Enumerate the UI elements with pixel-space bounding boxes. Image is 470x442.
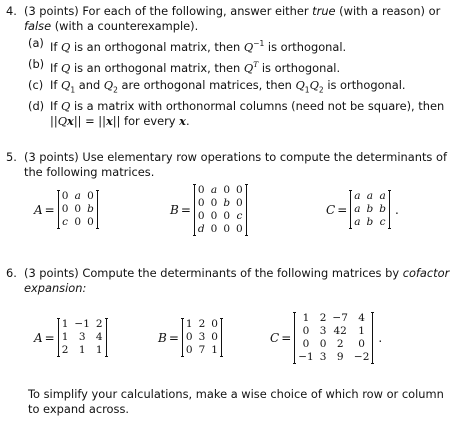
matrix-6b: B = 1 2 0 0 3 0 0 7 1 — [158, 318, 223, 357]
matrix-entry: 2 — [198, 318, 206, 330]
matrix-row — [295, 351, 373, 364]
part-b: (b) If Q is an orthogonal matrix, then $Q^T$ is orthogonal. — [28, 56, 341, 75]
matrix-row — [351, 216, 390, 229]
matrix-row — [194, 197, 246, 210]
matrix-row — [182, 331, 221, 344]
matrix-row — [351, 203, 390, 216]
matrix-entry: 2 — [319, 312, 327, 324]
matrix-entry: 0 — [236, 197, 243, 209]
matrix-entry: a — [354, 190, 361, 202]
matrix-entry: a — [366, 190, 374, 202]
matrix-entry: 2 — [336, 338, 344, 350]
matrix-row — [58, 331, 106, 344]
problem-number: 5. — [6, 150, 17, 164]
matrix-entry: 7 — [198, 344, 206, 356]
matrix-entry: c — [62, 216, 69, 228]
matrix-entry: 3 — [198, 331, 206, 343]
matrix-row — [58, 190, 97, 203]
matrix-entry: 1 — [78, 344, 86, 356]
matrix-table — [350, 190, 390, 229]
problem-statement: (3 points) Use elementary row operations to compute the determinants of the following matrices. — [24, 150, 447, 179]
matrix-entry: 1 — [211, 344, 218, 356]
matrix-entry: 0 — [302, 325, 310, 337]
matrix-entry: 0 — [210, 223, 218, 235]
matrix-entry: 0 — [197, 210, 205, 222]
problem-number: 4. — [6, 4, 17, 18]
matrix-entry: 0 — [223, 223, 231, 235]
matrix-row — [295, 312, 373, 325]
matrix-entry: 1 — [302, 312, 310, 324]
matrix-entry: 0 — [211, 318, 218, 330]
matrix-entry: 0 — [87, 190, 94, 202]
matrix-entry: 0 — [319, 338, 327, 350]
matrix-table — [58, 190, 98, 229]
matrix-entry: 3 — [78, 331, 86, 343]
matrix-entry: c — [379, 216, 386, 228]
matrix-entry: 0 — [61, 190, 69, 202]
part-a: (a) If Q is an orthogonal matrix, then $Q^{-1}$ is orthogonal. — [28, 36, 347, 54]
matrix-entry: b — [366, 216, 374, 228]
matrix-row — [295, 325, 373, 338]
matrix-entry: −1 — [74, 318, 90, 330]
matrix-entry: 42 — [333, 325, 347, 337]
matrix-entry: −2 — [353, 351, 370, 363]
closing-note: To simplify your calculations, make a wise choice of which row or column to expand across. — [28, 387, 444, 416]
matrix-entry: 0 — [211, 331, 218, 343]
matrix-entry: 0 — [223, 184, 231, 196]
matrix-row — [351, 190, 390, 203]
problem-4 — [6, 4, 464, 131]
matrix-entry: a — [379, 190, 386, 202]
matrix-entry: 2 — [61, 344, 69, 356]
problem-statement: (3 points) Compute the determinants of the following matrices by cofactor expansion: — [24, 266, 450, 295]
matrix-entry: 0 — [185, 331, 193, 343]
matrix-row — [295, 338, 373, 351]
matrix-6c: C = 1 2 −7 4 0 3 42 1 0 0 2 0 −1 3 9 −2 . — [270, 312, 383, 363]
problem-5 — [6, 150, 464, 180]
problem-6 — [6, 266, 464, 296]
matrix-entry: b — [223, 197, 231, 209]
matrix-entry: 3 — [319, 351, 327, 363]
matrix-entry: a — [354, 203, 361, 215]
matrix-entry: 4 — [358, 312, 365, 324]
matrix-6a: A = 1 −1 2 1 3 4 2 1 1 — [34, 318, 108, 357]
matrix-entry: b — [379, 203, 386, 215]
part-c: (c) If $Q_1$ and $Q_2$ are orthogonal matrices, then $Q_1Q_2$ is orthogonal. — [28, 77, 406, 94]
matrix-entry: 0 — [61, 203, 69, 215]
matrix-entry: 0 — [87, 216, 94, 228]
period: . — [394, 202, 399, 217]
matrix-entry: d — [197, 223, 205, 235]
matrix-entry: 0 — [74, 203, 82, 215]
matrix-entry: 0 — [302, 338, 310, 350]
matrix-entry: 0 — [236, 184, 243, 196]
matrix-row — [194, 223, 246, 236]
matrix-entry: 0 — [185, 344, 193, 356]
matrix-entry: 0 — [74, 216, 82, 228]
matrix-entry: 0 — [223, 210, 231, 222]
matrix-entry: 0 — [197, 184, 205, 196]
problem-number: 6. — [6, 266, 17, 280]
matrix-row — [194, 210, 246, 223]
matrix-row — [58, 216, 97, 229]
matrix-row — [58, 318, 106, 331]
matrix-table — [294, 312, 373, 364]
matrix-entry: 1 — [61, 318, 69, 330]
matrix-table — [194, 184, 247, 236]
matrix-entry: 2 — [95, 318, 103, 330]
matrix-row — [182, 344, 221, 357]
matrix-entry: 0 — [197, 197, 205, 209]
problem-statement: (3 points) For each of the following, answer either true (with a reason) or false (with a counterexample). — [24, 4, 441, 33]
matrix-entry: −7 — [332, 312, 348, 324]
matrix-entry: 1 — [185, 318, 193, 330]
matrix-5a: A = 0 a 0 0 0 b c 0 0 — [34, 190, 99, 229]
matrix-row — [194, 184, 246, 197]
matrix-entry: a — [210, 184, 218, 196]
matrix-entry: b — [87, 203, 94, 215]
matrix-row — [58, 344, 106, 357]
matrix-entry: 1 — [358, 325, 365, 337]
matrix-table — [58, 318, 107, 357]
matrix-entry: 4 — [95, 331, 103, 343]
matrix-entry: 0 — [210, 197, 218, 209]
matrix-entry: 9 — [336, 351, 344, 363]
matrix-entry: 0 — [210, 210, 218, 222]
matrix-table — [182, 318, 222, 357]
period: . — [378, 331, 383, 345]
matrix-entry: a — [354, 216, 361, 228]
matrix-entry: 0 — [358, 338, 365, 350]
matrix-5c: C = a a a a b b a b c . — [326, 190, 399, 228]
matrix-row — [58, 203, 97, 216]
matrix-entry: −1 — [298, 351, 314, 363]
matrix-entry: b — [366, 203, 374, 215]
part-d: (d) If Q is a matrix with orthonormal columns (need not be square), then ||Qx|| = ||x|| for every x. — [28, 98, 445, 128]
matrix-entry: c — [236, 210, 243, 222]
matrix-entry: 0 — [236, 223, 243, 235]
matrix-row — [182, 318, 221, 331]
matrix-entry: 3 — [319, 325, 327, 337]
matrix-entry: a — [74, 190, 81, 202]
matrix-entry: 1 — [95, 344, 103, 356]
matrix-5b: B = 0 a 0 0 0 0 b 0 0 0 0 c d 0 0 0 — [170, 184, 248, 236]
matrix-entry: 1 — [61, 331, 69, 343]
